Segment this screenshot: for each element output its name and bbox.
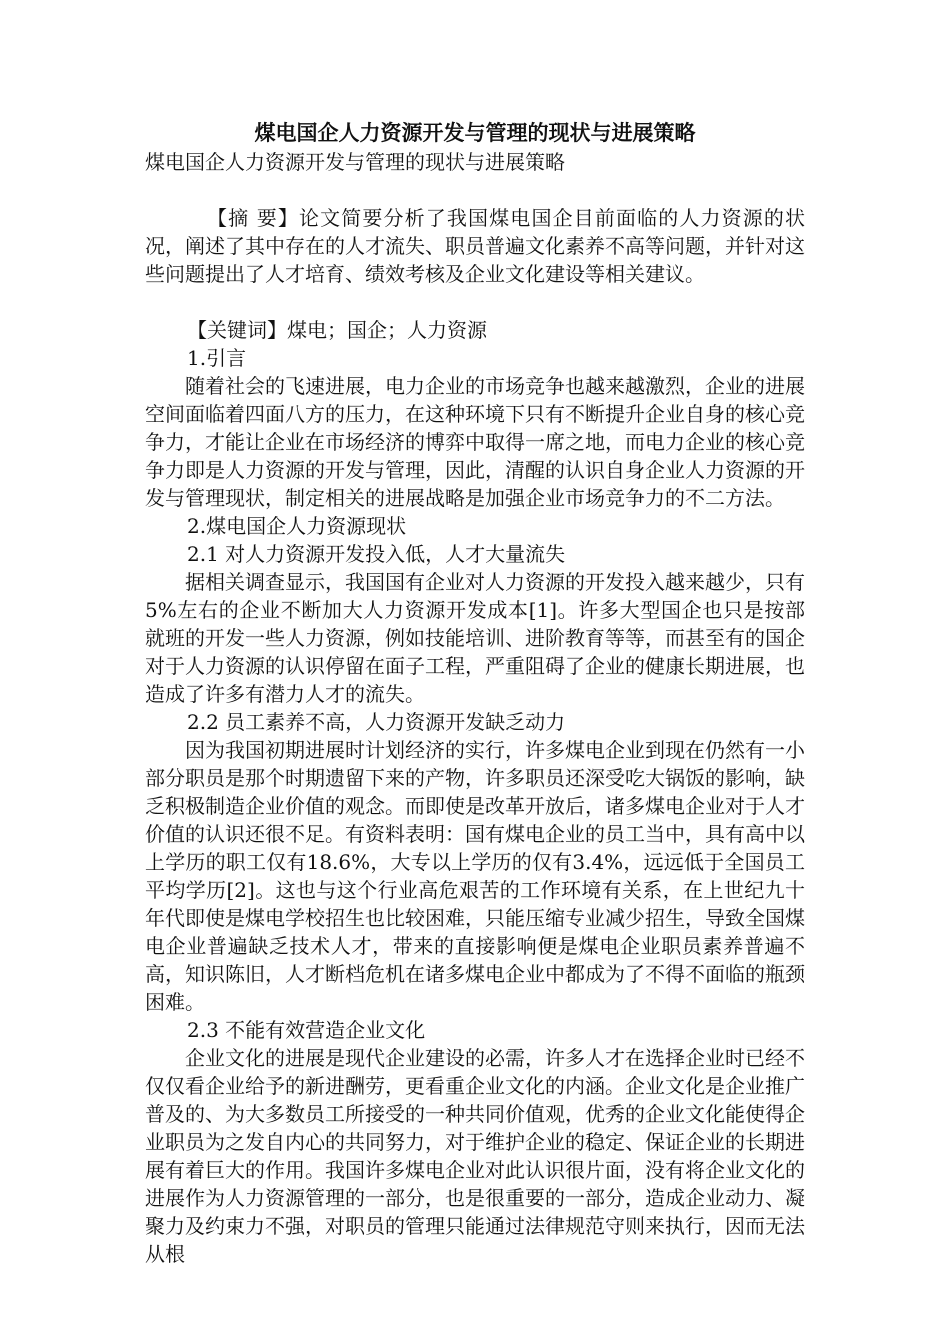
document-page bbox=[145, 118, 805, 1268]
body-paragraph: 据相关调查显示，我国国有企业对人力资源的开发投入越来越少，只有5%左右的企业不断加大人力资源开发成本[1]。许多大型国企也只是按部就班的开发一些人力资源，例如技能培训、进阶教育等等，而甚至有的国企对于人力资源的认识停留在面子工程，严重阻碍了企业的健康长期进展，也造成了许多有潜力人才的流失。 bbox=[145, 570, 805, 706]
abstract-paragraph: 【摘 要】论文简要分析了我国煤电国企目前面临的人力资源的状况，阐述了其中存在的人才流失、职员普遍文化素养不高等问题，并针对这些问题提出了人才培育、绩效考核及企业文化建设等相关建议。 bbox=[145, 206, 805, 286]
blank-line bbox=[145, 176, 805, 204]
subsection-heading: 2.2 员工素养不高，人力资源开发缺乏动力 bbox=[187, 710, 566, 734]
section-heading: 1.引言 bbox=[187, 346, 247, 370]
body-paragraph: 因为我国初期进展时计划经济的实行，许多煤电企业到现在仍然有一小部分职员是那个时期遗留下来的产物，许多职员还深受吃大锅饭的影响，缺乏积极制造企业价值的观念。而即使是改革开放后，诸多煤电企业对于人才价值的认识还很不足。有资料表明：国有煤电企业的员工当中，具有高中以上学历的职工仅有18.6%，大专以上学历的仅有3.4%，远远低于全国员工平均学历[2]。这也与这个行业高危艰苦的工作环境有关系，在上世纪九十年代即使是煤电学校招生也比较困难，只能压缩专业减少招生，导致全国煤电企业普遍缺乏技术人才，带来的直接影响便是煤电企业职员素养普遍不高，知识陈旧，人才断档危机在诸多煤电企业中都成为了不得不面临的瓶颈困难。 bbox=[145, 738, 805, 1014]
subsection-heading: 2.3 不能有效营造企业文化 bbox=[187, 1018, 426, 1042]
document-title: 煤电国企人力资源开发与管理的现状与进展策略 bbox=[254, 120, 696, 145]
keywords-line: 【关键词】煤电；国企；人力资源 bbox=[187, 318, 487, 342]
blank-line bbox=[145, 288, 805, 316]
section-heading: 2.煤电国企人力资源现状 bbox=[187, 514, 407, 538]
subsection-heading: 2.1 对人力资源开发投入低，人才大量流失 bbox=[187, 542, 566, 566]
body-paragraph: 企业文化的进展是现代企业建设的必需，许多人才在选择企业时已经不仅仅看企业给予的新进酬劳，更看重企业文化的内涵。企业文化是企业推广普及的、为大多数员工所接受的一种共同价值观，优秀的企业文化能使得企业职员为之发自内心的共同努力，对于维护企业的稳定、保证企业的长期进展有着巨大的作用。我国许多煤电企业对此认识很片面，没有将企业文化的进展作为人力资源管理的一部分，也是很重要的一部分，造成企业动力、凝聚力及约束力不强，对职员的管理只能通过法律规范守则来执行，因而无法从根 bbox=[145, 1046, 805, 1266]
document-subtitle: 煤电国企人力资源开发与管理的现状与进展策略 bbox=[145, 150, 565, 174]
body-paragraph: 随着社会的飞速进展，电力企业的市场竞争也越来越激烈，企业的进展空间面临着四面八方的压力，在这种环境下只有不断提升企业自身的核心竞争力，才能让企业在市场经济的博弈中取得一席之地，而电力企业的核心竞争力即是人力资源的开发与管理，因此，清醒的认识自身企业人力资源的开发与管理现状，制定相关的进展战略是加强企业市场竞争力的不二方法。 bbox=[145, 374, 805, 510]
